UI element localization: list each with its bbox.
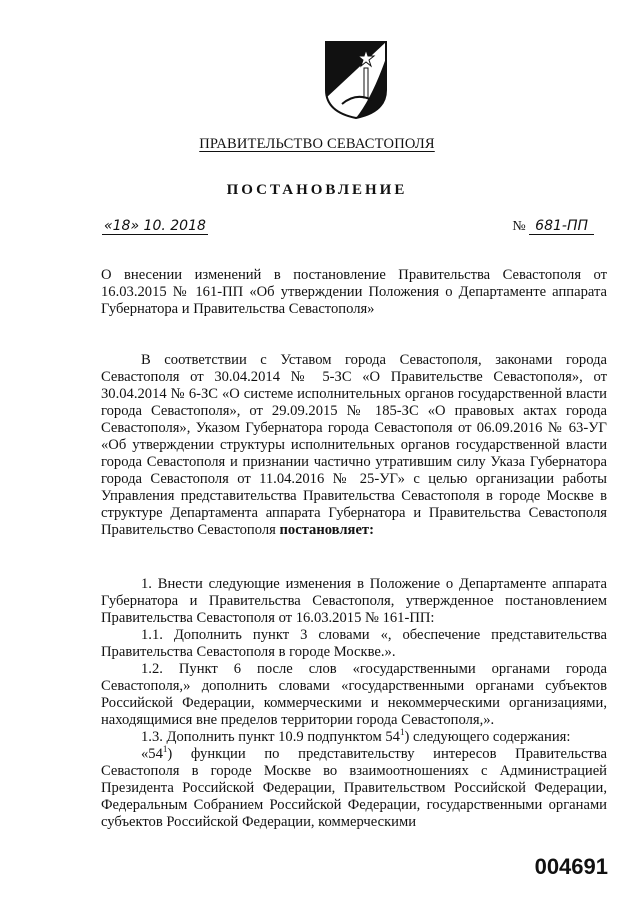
document-number-value: 681-ПП bbox=[529, 218, 594, 235]
quoted-subpoint: «$54^1$) функции по представительству интересов Правительства Севастополя в городе Москве во взаимоотношениях с Администрацией Президента Российской Федерации, Правительством Российской Федерации, Федеральным Собранием Российской Федерации, государственными органами субъектов Российской Федерации, коммерческими bbox=[101, 744, 607, 830]
preamble-text: В соответствии с Уставом города Севастополя, законами города Севастополя от 30.04.2014 № 5-ЗС «О Правительстве Севастополя», от 30.04.2014 № 6-ЗС «О системе исполнительных органов государственной власти города Севастополя», от 29.09.2015 № 185-ЗС «О правовых актах города Севастополя», Указом Губернатора города Севастополя от 06.09.2016 № 63-УГ «Об утверждении структуры исполнительных органов государственной власти города Севастополя и признании частично утратившим силу Указа Губернатора города Севастополя от 11.04.2016 № 25-УГ» с целью организации работы Управления представительства Правительства Севастополя в городе Москве в структуре Департамента аппарата Губернатора и Правительства Севастополя Правительство Севастополя bbox=[101, 352, 607, 538]
document-subject: О внесении изменений в постановление Правительства Севастополя от 16.03.2015 № 161-ПП «Об утверждении Положения о Департаменте аппарата Губернатора и Правительства Севастополя» bbox=[101, 267, 607, 317]
government-title: ПРАВИТЕЛЬСТВО СЕВАСТОПОЛЯ bbox=[199, 136, 435, 152]
point-1-1: 1.1. Дополнить пункт 3 словами «, обеспечение представительства Правительства Севастополя в городе Москве.». bbox=[101, 627, 607, 660]
document-type-heading: ПОСТАНОВЛЕНИЕ bbox=[226, 182, 408, 198]
document-date: «18» 10. 2018 bbox=[104, 218, 206, 234]
point-1-2: 1.2. Пункт 6 после слов «государственными органами города Севастополя,» дополнить словами «государственными органами субъектов Российской Федерации, коммерческими и некоммерческими организациями, находящимися вне пределов территории города Севастополя,». bbox=[101, 661, 607, 728]
preamble bbox=[101, 352, 607, 539]
point-1: 1. Внести следующие изменения в Положение о Департаменте аппарата Губернатора и Правительства Севастополя, утвержденное постановлением Правительства Севастополя от 16.03.2015 № 161-ПП: bbox=[101, 576, 607, 626]
resolution-points bbox=[101, 576, 607, 831]
resolves-word: постановляет: bbox=[279, 522, 374, 538]
point-1-3: 1.3. Дополнить пункт 10.9 подпунктом $54^1$) следующего содержания: bbox=[141, 727, 571, 745]
document-number: № 681-ПП bbox=[512, 218, 594, 235]
document-serial-number: 004691 bbox=[534, 854, 608, 879]
sevastopol-coat-of-arms-icon bbox=[322, 38, 390, 120]
